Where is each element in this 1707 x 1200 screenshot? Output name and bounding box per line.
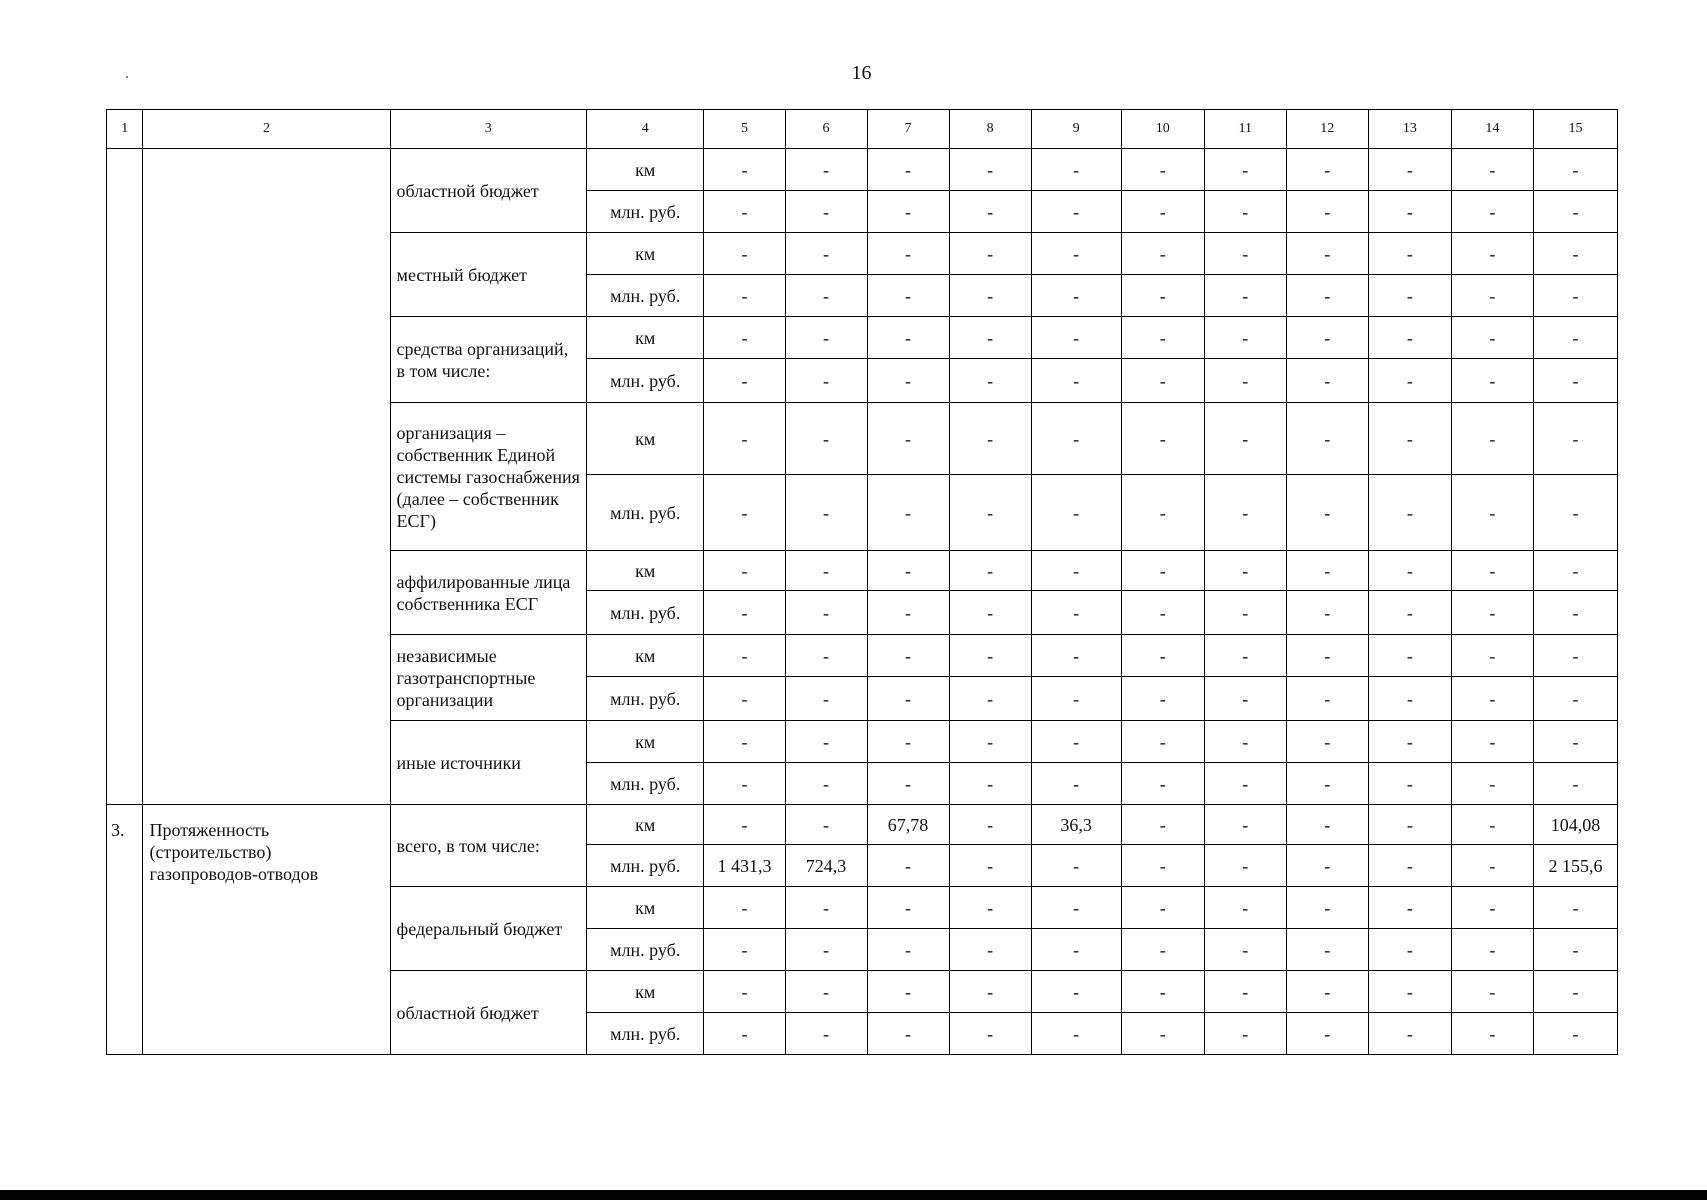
value-cell: - (785, 635, 867, 677)
value-cell: - (1451, 149, 1533, 191)
value-cell: - (1533, 677, 1617, 721)
value-cell: - (949, 317, 1031, 359)
value-cell: - (1286, 233, 1368, 275)
value-cell: - (949, 591, 1031, 635)
value-cell: - (785, 191, 867, 233)
value-cell: - (704, 887, 785, 929)
value-cell: - (867, 971, 949, 1013)
value-cell: - (1368, 721, 1451, 763)
value-cell: - (785, 551, 867, 591)
value-cell: - (785, 475, 867, 551)
value-cell: 724,3 (785, 845, 867, 887)
value-cell: - (1121, 359, 1204, 403)
value-cell: - (1204, 191, 1286, 233)
value-cell: - (949, 149, 1031, 191)
value-cell: - (1204, 233, 1286, 275)
value-cell: - (1451, 635, 1533, 677)
value-cell: - (1368, 677, 1451, 721)
value-cell: - (704, 149, 785, 191)
value-cell: - (1204, 763, 1286, 805)
value-cell: - (1031, 475, 1121, 551)
value-cell: - (1031, 359, 1121, 403)
column-number-14: 14 (1451, 110, 1533, 149)
value-cell: - (1368, 275, 1451, 317)
value-cell: 2 155,6 (1533, 845, 1617, 887)
column-number-8: 8 (949, 110, 1031, 149)
value-cell: - (949, 359, 1031, 403)
table-body (107, 110, 1618, 1055)
value-cell: - (1204, 845, 1286, 887)
item-number: 3. (107, 805, 143, 1055)
value-cell: - (949, 275, 1031, 317)
value-cell: - (704, 233, 785, 275)
value-cell: - (1533, 275, 1617, 317)
value-cell: - (1451, 721, 1533, 763)
value-cell: - (1533, 763, 1617, 805)
value-cell: - (1204, 1013, 1286, 1055)
value-cell: - (867, 149, 949, 191)
funding-source: аффилированные лица собственника ЕСГ (390, 551, 586, 635)
value-cell: - (1451, 551, 1533, 591)
unit-mln-rub: млн. руб. (587, 929, 704, 971)
column-number-row (107, 110, 1618, 149)
value-cell: - (1121, 475, 1204, 551)
value-cell: - (1031, 191, 1121, 233)
funding-source: местный бюджет (390, 233, 586, 317)
value-cell: - (949, 403, 1031, 475)
value-cell: - (949, 721, 1031, 763)
value-cell: - (1451, 191, 1533, 233)
value-cell: - (1368, 929, 1451, 971)
value-cell: - (1286, 191, 1368, 233)
value-cell: - (1368, 591, 1451, 635)
value-cell: - (1286, 845, 1368, 887)
value-cell: - (1368, 845, 1451, 887)
value-cell: - (785, 677, 867, 721)
column-number-10: 10 (1121, 110, 1204, 149)
value-cell: - (1368, 233, 1451, 275)
value-cell: - (949, 763, 1031, 805)
value-cell: 67,78 (867, 805, 949, 845)
value-cell: - (1204, 929, 1286, 971)
value-cell: - (1121, 191, 1204, 233)
value-cell: - (1533, 149, 1617, 191)
value-cell: - (1031, 971, 1121, 1013)
value-cell: - (867, 591, 949, 635)
value-cell: - (949, 551, 1031, 591)
value-cell: - (1368, 763, 1451, 805)
value-cell: - (1368, 805, 1451, 845)
value-cell: - (1286, 359, 1368, 403)
value-cell: - (1533, 635, 1617, 677)
value-cell: - (1533, 403, 1617, 475)
value-cell: - (1204, 721, 1286, 763)
column-number-2: 2 (143, 110, 390, 149)
value-cell: - (1121, 403, 1204, 475)
value-cell: - (867, 359, 949, 403)
value-cell: - (1121, 275, 1204, 317)
value-cell: - (867, 721, 949, 763)
value-cell: - (1204, 635, 1286, 677)
value-cell: - (1031, 275, 1121, 317)
value-cell: - (1368, 359, 1451, 403)
value-cell: - (1368, 475, 1451, 551)
value-cell: - (1368, 971, 1451, 1013)
column-number-13: 13 (1368, 110, 1451, 149)
value-cell: - (1204, 551, 1286, 591)
value-cell: - (1031, 403, 1121, 475)
value-cell: - (1204, 475, 1286, 551)
column-number-6: 6 (785, 110, 867, 149)
value-cell: - (1368, 317, 1451, 359)
value-cell: - (1204, 805, 1286, 845)
value-cell: - (949, 971, 1031, 1013)
value-cell: - (867, 475, 949, 551)
value-cell: - (1286, 971, 1368, 1013)
value-cell: - (1368, 1013, 1451, 1055)
value-cell: - (1451, 275, 1533, 317)
value-cell: - (949, 635, 1031, 677)
value-cell: - (1204, 149, 1286, 191)
value-cell: - (867, 677, 949, 721)
value-cell: - (949, 475, 1031, 551)
unit-mln-rub: млн. руб. (587, 1013, 704, 1055)
value-cell: - (704, 721, 785, 763)
value-cell: - (1121, 551, 1204, 591)
value-cell: - (785, 929, 867, 971)
unit-km: км (587, 551, 704, 591)
table-row (107, 149, 1618, 191)
value-cell: - (1031, 551, 1121, 591)
column-number-1: 1 (107, 110, 143, 149)
value-cell: - (1368, 149, 1451, 191)
unit-mln-rub: млн. руб. (587, 475, 704, 551)
value-cell: - (785, 233, 867, 275)
value-cell: - (1451, 677, 1533, 721)
value-cell: - (1286, 929, 1368, 971)
value-cell: - (1204, 971, 1286, 1013)
value-cell: - (867, 551, 949, 591)
value-cell: - (1286, 763, 1368, 805)
value-cell: - (1121, 233, 1204, 275)
value-cell: - (949, 1013, 1031, 1055)
value-cell: - (1368, 191, 1451, 233)
value-cell: - (785, 721, 867, 763)
column-number-9: 9 (1031, 110, 1121, 149)
value-cell: - (1451, 591, 1533, 635)
value-cell: - (867, 763, 949, 805)
column-number-4: 4 (587, 110, 704, 149)
value-cell: - (867, 233, 949, 275)
value-cell: - (1451, 1013, 1533, 1055)
value-cell: - (1031, 763, 1121, 805)
funding-source: организация – собственник Единой системы газоснабжения (далее – собственник ЕСГ) (390, 403, 586, 551)
value-cell: - (785, 763, 867, 805)
value-cell: - (867, 887, 949, 929)
unit-mln-rub: млн. руб. (587, 845, 704, 887)
value-cell: - (785, 403, 867, 475)
value-cell: - (1204, 359, 1286, 403)
value-cell: - (1031, 149, 1121, 191)
column-number-3: 3 (390, 110, 586, 149)
value-cell: - (1121, 763, 1204, 805)
value-cell: - (867, 929, 949, 971)
column-number-7: 7 (867, 110, 949, 149)
unit-mln-rub: млн. руб. (587, 359, 704, 403)
value-cell: - (1204, 887, 1286, 929)
value-cell: - (704, 635, 785, 677)
value-cell: - (1031, 929, 1121, 971)
unit-mln-rub: млн. руб. (587, 677, 704, 721)
unit-km: км (587, 635, 704, 677)
value-cell: - (1533, 191, 1617, 233)
scan-border (0, 1190, 1707, 1200)
value-cell: - (1533, 971, 1617, 1013)
value-cell: - (1121, 971, 1204, 1013)
funding-source: независимые газотранспортные организации (390, 635, 586, 721)
item-name: Протяженность (строительство) газопроводов-отводов (143, 805, 390, 1055)
value-cell: - (1286, 403, 1368, 475)
value-cell: - (1031, 1013, 1121, 1055)
value-cell: - (704, 763, 785, 805)
value-cell: - (1286, 1013, 1368, 1055)
data-table (106, 109, 1618, 1055)
value-cell: - (785, 1013, 867, 1055)
table-row (107, 805, 1618, 845)
value-cell: - (1451, 403, 1533, 475)
value-cell: - (704, 191, 785, 233)
value-cell: - (1121, 149, 1204, 191)
value-cell: - (1286, 149, 1368, 191)
value-cell: - (704, 317, 785, 359)
value-cell: - (949, 887, 1031, 929)
value-cell: - (949, 233, 1031, 275)
value-cell: - (1286, 591, 1368, 635)
value-cell: - (1533, 887, 1617, 929)
value-cell: - (1286, 475, 1368, 551)
value-cell: - (1533, 359, 1617, 403)
item-number-cell (107, 149, 143, 805)
value-cell: - (1286, 677, 1368, 721)
value-cell: - (1031, 887, 1121, 929)
unit-km: км (587, 721, 704, 763)
value-cell: - (949, 845, 1031, 887)
value-cell: - (867, 635, 949, 677)
value-cell: - (949, 191, 1031, 233)
value-cell: - (785, 591, 867, 635)
item-name-cell (143, 149, 390, 805)
value-cell: - (1031, 591, 1121, 635)
value-cell: - (1286, 635, 1368, 677)
value-cell: - (704, 359, 785, 403)
column-number-12: 12 (1286, 110, 1368, 149)
unit-mln-rub: млн. руб. (587, 191, 704, 233)
value-cell: - (949, 677, 1031, 721)
value-cell: - (1204, 403, 1286, 475)
value-cell: - (1121, 317, 1204, 359)
value-cell: - (704, 591, 785, 635)
value-cell: - (704, 929, 785, 971)
value-cell: - (867, 275, 949, 317)
value-cell: - (1368, 403, 1451, 475)
value-cell: - (1533, 233, 1617, 275)
value-cell: - (785, 317, 867, 359)
value-cell: - (1286, 317, 1368, 359)
value-cell: - (1368, 635, 1451, 677)
funding-source: средства организаций, в том числе: (390, 317, 586, 403)
value-cell: - (785, 275, 867, 317)
funding-source: всего, в том числе: (390, 805, 586, 887)
value-cell: - (785, 149, 867, 191)
value-cell: - (704, 971, 785, 1013)
funding-source: областной бюджет (390, 971, 586, 1055)
value-cell: - (1121, 635, 1204, 677)
value-cell: - (1204, 591, 1286, 635)
value-cell: 104,08 (1533, 805, 1617, 845)
funding-source: иные источники (390, 721, 586, 805)
value-cell: - (1451, 845, 1533, 887)
value-cell: - (785, 359, 867, 403)
value-cell: - (1121, 677, 1204, 721)
value-cell: - (1368, 551, 1451, 591)
value-cell: - (1286, 721, 1368, 763)
value-cell: - (1451, 971, 1533, 1013)
value-cell: - (1121, 805, 1204, 845)
value-cell: - (867, 403, 949, 475)
value-cell: - (1533, 929, 1617, 971)
unit-km: км (587, 971, 704, 1013)
unit-km: км (587, 233, 704, 275)
value-cell: - (1031, 721, 1121, 763)
unit-km: км (587, 887, 704, 929)
value-cell: - (1533, 475, 1617, 551)
unit-mln-rub: млн. руб. (587, 591, 704, 635)
value-cell: - (785, 971, 867, 1013)
value-cell: - (867, 191, 949, 233)
value-cell: - (1031, 233, 1121, 275)
value-cell: - (1031, 317, 1121, 359)
value-cell: - (785, 805, 867, 845)
value-cell: - (1451, 763, 1533, 805)
unit-mln-rub: млн. руб. (587, 275, 704, 317)
value-cell: 36,3 (1031, 805, 1121, 845)
value-cell: - (1031, 677, 1121, 721)
value-cell: - (704, 551, 785, 591)
value-cell: - (1533, 1013, 1617, 1055)
value-cell: - (1286, 275, 1368, 317)
value-cell: - (1204, 317, 1286, 359)
value-cell: - (704, 677, 785, 721)
value-cell: - (1121, 1013, 1204, 1055)
value-cell: - (1533, 721, 1617, 763)
value-cell: - (1121, 845, 1204, 887)
column-number-5: 5 (704, 110, 785, 149)
value-cell: - (1121, 721, 1204, 763)
value-cell: - (949, 929, 1031, 971)
value-cell: - (1204, 677, 1286, 721)
value-cell: - (1031, 845, 1121, 887)
value-cell: - (1121, 929, 1204, 971)
value-cell: - (1451, 233, 1533, 275)
value-cell: - (704, 475, 785, 551)
value-cell: - (1121, 887, 1204, 929)
value-cell: - (1451, 359, 1533, 403)
unit-km: км (587, 403, 704, 475)
value-cell: - (704, 805, 785, 845)
value-cell: - (949, 805, 1031, 845)
value-cell: - (1451, 475, 1533, 551)
value-cell: - (867, 845, 949, 887)
value-cell: - (1533, 317, 1617, 359)
unit-km: км (587, 317, 704, 359)
column-number-15: 15 (1533, 110, 1617, 149)
funding-source: областной бюджет (390, 149, 586, 233)
value-cell: - (704, 403, 785, 475)
value-cell: - (1204, 275, 1286, 317)
value-cell: - (1451, 317, 1533, 359)
page-number: 16 (851, 62, 872, 84)
column-number-11: 11 (1204, 110, 1286, 149)
value-cell: - (785, 887, 867, 929)
unit-km: км (587, 805, 704, 845)
value-cell: - (1533, 551, 1617, 591)
value-cell: - (1451, 805, 1533, 845)
value-cell: - (704, 1013, 785, 1055)
value-cell: - (1451, 929, 1533, 971)
value-cell: - (1286, 887, 1368, 929)
value-cell: - (867, 317, 949, 359)
unit-mln-rub: млн. руб. (587, 763, 704, 805)
value-cell: - (1286, 805, 1368, 845)
value-cell: - (1121, 591, 1204, 635)
unit-km: км (587, 149, 704, 191)
value-cell: - (1451, 887, 1533, 929)
value-cell: - (1031, 635, 1121, 677)
funding-source: федеральный бюджет (390, 887, 586, 971)
value-cell: - (867, 1013, 949, 1055)
value-cell: - (1368, 887, 1451, 929)
value-cell: - (1533, 591, 1617, 635)
value-cell: - (704, 275, 785, 317)
value-cell: - (1286, 551, 1368, 591)
value-cell: 1 431,3 (704, 845, 785, 887)
